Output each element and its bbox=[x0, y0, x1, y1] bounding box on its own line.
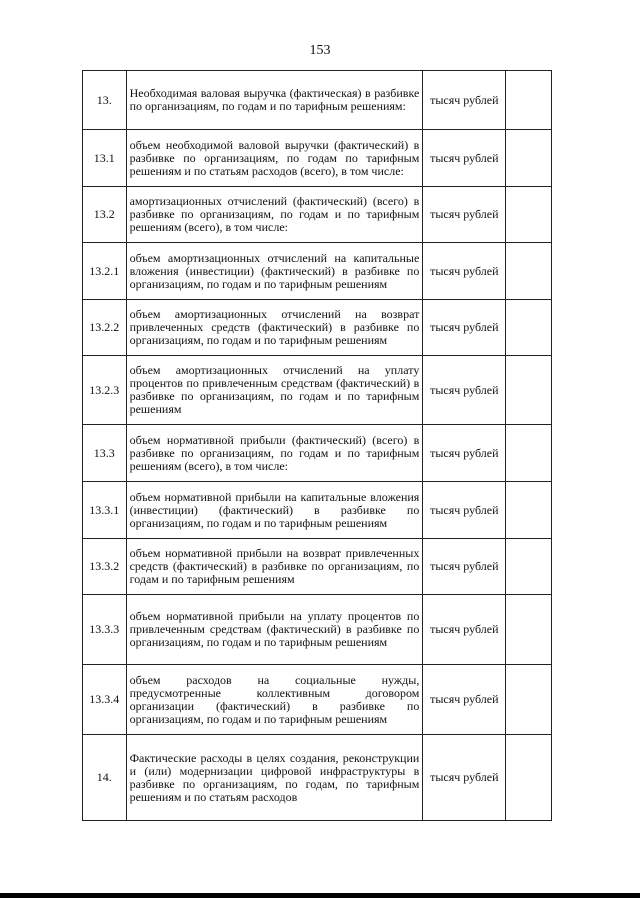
row-unit: тысяч рублей bbox=[423, 482, 506, 539]
row-description: объем нормативной прибыли на уплату процентов по привлеченным средствам (фактический) в разбивке по организациям, по годам и по тарифным решениям bbox=[126, 595, 423, 665]
row-number: 13.2 bbox=[83, 187, 127, 243]
row-description: объем амортизационных отчислений на возврат привлеченных средств (фактический) в разбивке по организациям, по годам и по тарифным решениям bbox=[126, 300, 423, 356]
row-description: амортизационных отчислений (фактический) (всего) в разбивке по организациям, по годам и по тарифным решениям (всего), в том числе: bbox=[126, 187, 423, 243]
row-description: Необходимая валовая выручка (фактическая) в разбивке по организациям, по годам и по тарифным решениям: bbox=[126, 71, 423, 130]
table-row bbox=[83, 595, 552, 665]
table-row bbox=[83, 243, 552, 300]
table-row bbox=[83, 71, 552, 130]
row-unit: тысяч рублей bbox=[423, 735, 506, 821]
row-description: объем расходов на социальные нужды, предусмотренные коллективным договором организации (фактический) в разбивке по организациям, по годам и по тарифным решениям bbox=[126, 665, 423, 735]
row-unit: тысяч рублей bbox=[423, 130, 506, 187]
empty-value-cell bbox=[506, 425, 552, 482]
row-description: объем нормативной прибыли на возврат привлеченных средств (фактический) в разбивке по организациям, по годам и по тарифным решениям bbox=[126, 539, 423, 595]
row-unit: тысяч рублей bbox=[423, 539, 506, 595]
scan-bottom-edge bbox=[0, 893, 640, 898]
table-row bbox=[83, 130, 552, 187]
page-number: 153 bbox=[309, 43, 331, 58]
empty-value-cell bbox=[506, 187, 552, 243]
row-description: Фактические расходы в целях создания, реконструкции и (или) модернизации цифровой инфраструктуры в разбивке по организациям, по годам, по тарифным решениям и по статьям расходов bbox=[126, 735, 423, 821]
empty-value-cell bbox=[506, 539, 552, 595]
empty-value-cell bbox=[506, 130, 552, 187]
row-number: 14. bbox=[83, 735, 127, 821]
row-number: 13.2.2 bbox=[83, 300, 127, 356]
empty-value-cell bbox=[506, 665, 552, 735]
row-number: 13.3.4 bbox=[83, 665, 127, 735]
empty-value-cell bbox=[506, 482, 552, 539]
empty-value-cell bbox=[506, 356, 552, 425]
row-number: 13.3 bbox=[83, 425, 127, 482]
row-unit: тысяч рублей bbox=[423, 665, 506, 735]
row-description: объем необходимой валовой выручки (фактический) в разбивке по организациям, по годам по тарифным решениям и по статьям расходов (всего), в том числе: bbox=[126, 130, 423, 187]
table-row bbox=[83, 735, 552, 821]
empty-value-cell bbox=[506, 735, 552, 821]
row-description: объем нормативной прибыли на капитальные вложения (инвестиции) (фактический) в разбивке по организациям, по годам и по тарифным решениям bbox=[126, 482, 423, 539]
row-number: 13.1 bbox=[83, 130, 127, 187]
row-unit: тысяч рублей bbox=[423, 243, 506, 300]
row-number: 13.2.1 bbox=[83, 243, 127, 300]
table-row bbox=[83, 539, 552, 595]
table-row bbox=[83, 665, 552, 735]
row-unit: тысяч рублей bbox=[423, 356, 506, 425]
table-row bbox=[83, 187, 552, 243]
table-row bbox=[83, 482, 552, 539]
row-description: объем амортизационных отчислений на капитальные вложения (инвестиции) (фактический) в разбивке по организациям, по годам и по тарифным решениям bbox=[126, 243, 423, 300]
table-row bbox=[83, 356, 552, 425]
empty-value-cell bbox=[506, 243, 552, 300]
row-number: 13.3.2 bbox=[83, 539, 127, 595]
row-unit: тысяч рублей bbox=[423, 300, 506, 356]
row-unit: тысяч рублей bbox=[423, 595, 506, 665]
row-unit: тысяч рублей bbox=[423, 71, 506, 130]
table-row bbox=[83, 425, 552, 482]
row-number: 13.3.3 bbox=[83, 595, 127, 665]
row-number: 13. bbox=[83, 71, 127, 130]
row-description: объем амортизационных отчислений на уплату процентов по привлеченным средствам (фактический) в разбивке по организациям, по годам и по тарифным решениям bbox=[126, 356, 423, 425]
table-row bbox=[83, 300, 552, 356]
empty-value-cell bbox=[506, 300, 552, 356]
row-unit: тысяч рублей bbox=[423, 425, 506, 482]
row-number: 13.2.3 bbox=[83, 356, 127, 425]
indicator-table bbox=[82, 70, 552, 821]
empty-value-cell bbox=[506, 71, 552, 130]
row-unit: тысяч рублей bbox=[423, 187, 506, 243]
row-number: 13.3.1 bbox=[83, 482, 127, 539]
row-description: объем нормативной прибыли (фактический) (всего) в разбивке по организациям, по годам и по тарифным решениям (всего), в том числе: bbox=[126, 425, 423, 482]
empty-value-cell bbox=[506, 595, 552, 665]
